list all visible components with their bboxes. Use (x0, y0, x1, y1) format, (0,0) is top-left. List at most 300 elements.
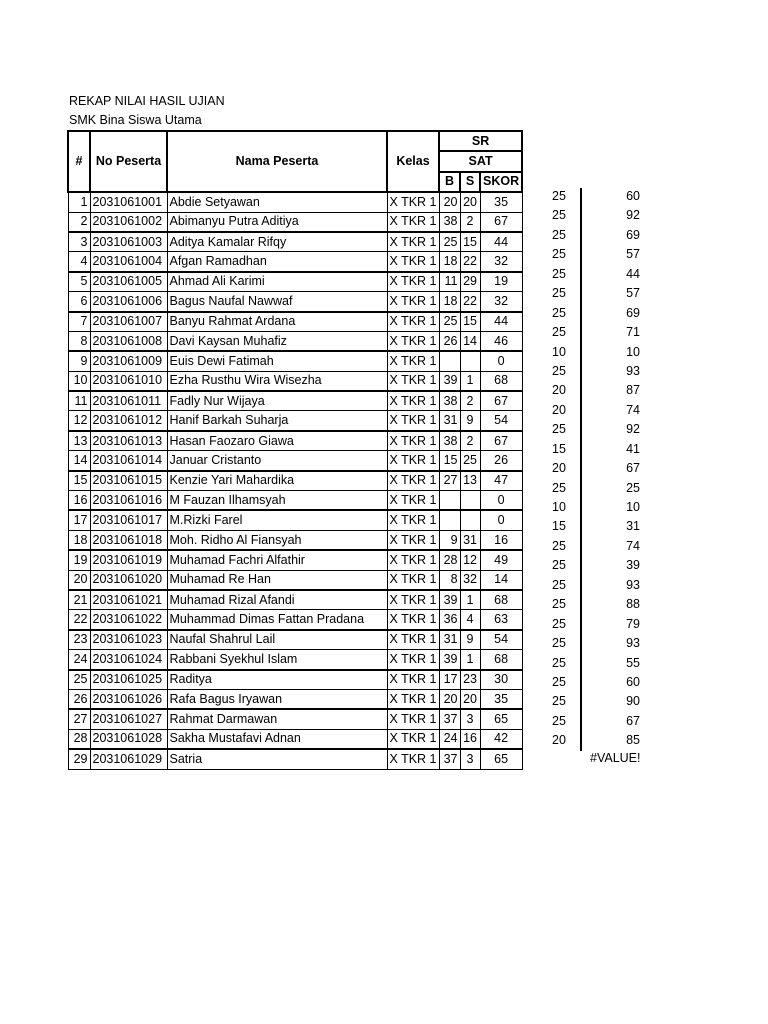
skor-cell: 16 (480, 530, 522, 550)
score-table-body (68, 192, 522, 769)
class-cell: X TKR 1 (387, 630, 439, 650)
row-number: 12 (68, 411, 90, 431)
b-cell (439, 510, 460, 530)
header-b: B (439, 172, 460, 192)
side-row (520, 343, 645, 362)
side-row (520, 673, 645, 692)
s-cell: 15 (460, 232, 480, 252)
participant-id: 2031061017 (90, 510, 167, 530)
participant-name: Euis Dewi Fatimah (167, 351, 387, 371)
participant-name: M.Rizki Farel (167, 510, 387, 530)
skor-cell: 26 (480, 451, 522, 471)
table-row (68, 491, 522, 511)
table-row (68, 451, 522, 471)
class-cell: X TKR 1 (387, 292, 439, 312)
row-number: 16 (68, 491, 90, 511)
row-number: 24 (68, 650, 90, 670)
side-row (520, 459, 645, 478)
s-cell: 2 (460, 431, 480, 451)
class-cell: X TKR 1 (387, 431, 439, 451)
class-cell: X TKR 1 (387, 232, 439, 252)
participant-name: Hasan Faozaro Giawa (167, 431, 387, 451)
side-value-b: 60 (626, 189, 640, 203)
participant-name: Rafa Bagus Iryawan (167, 689, 387, 709)
participant-name: Raditya (167, 670, 387, 690)
class-cell: X TKR 1 (387, 451, 439, 471)
participant-id: 2031061006 (90, 292, 167, 312)
s-cell: 22 (460, 292, 480, 312)
side-row (520, 537, 645, 556)
table-row (68, 610, 522, 630)
participant-id: 2031061011 (90, 391, 167, 411)
s-cell: 20 (460, 192, 480, 212)
skor-cell: 0 (480, 491, 522, 511)
side-row (520, 634, 645, 653)
b-cell: 11 (439, 272, 460, 292)
side-value-a: 20 (552, 461, 566, 476)
s-cell: 2 (460, 212, 480, 232)
skor-cell: 19 (480, 272, 522, 292)
side-row (520, 556, 645, 575)
side-row (520, 245, 645, 264)
side-value-a: 25 (552, 616, 566, 631)
participant-name: Januar Cristanto (167, 451, 387, 471)
side-value-b: 85 (626, 733, 640, 748)
skor-cell: 30 (480, 670, 522, 690)
s-cell: 2 (460, 391, 480, 411)
participant-name: Sakha Mustafavi Adnan (167, 729, 387, 749)
b-cell: 18 (439, 252, 460, 272)
participant-id: 2031061016 (90, 491, 167, 511)
class-cell: X TKR 1 (387, 530, 439, 550)
participant-id: 2031061019 (90, 550, 167, 570)
participant-name: Rahmat Darmawan (167, 709, 387, 729)
side-value-b: 92 (626, 422, 640, 437)
s-cell: 13 (460, 471, 480, 491)
side-value-a: 25 (552, 422, 566, 437)
participant-name: Afgan Ramadhan (167, 252, 387, 272)
b-cell: 18 (439, 292, 460, 312)
b-cell: 8 (439, 570, 460, 590)
side-value-a: 25 (552, 674, 566, 689)
class-cell: X TKR 1 (387, 351, 439, 371)
side-value-a: 25 (552, 577, 566, 592)
participant-name: Bagus Naufal Nawwaf (167, 292, 387, 312)
skor-cell: 68 (480, 650, 522, 670)
row-number: 7 (68, 312, 90, 332)
side-row (520, 401, 645, 420)
skor-cell: 63 (480, 610, 522, 630)
side-value-a: 25 (552, 266, 566, 281)
row-number: 28 (68, 729, 90, 749)
side-value-a: 25 (552, 655, 566, 670)
table-row (68, 411, 522, 431)
row-number: 14 (68, 451, 90, 471)
side-value-b: 60 (626, 674, 640, 689)
side-value-b: 41 (626, 441, 640, 456)
side-value-a: 25 (552, 694, 566, 709)
s-cell: 9 (460, 630, 480, 650)
side-value-b: 57 (626, 247, 640, 262)
participant-id: 2031061025 (90, 670, 167, 690)
s-cell: 1 (460, 371, 480, 391)
side-row (520, 265, 645, 284)
error-cell: #VALUE! (590, 751, 641, 765)
skor-cell: 35 (480, 192, 522, 212)
side-value-b: 90 (626, 694, 640, 709)
skor-cell: 44 (480, 312, 522, 332)
side-value-b: 67 (626, 713, 640, 728)
side-value-a: 20 (552, 383, 566, 398)
report-title: REKAP NILAI HASIL UJIAN (69, 94, 225, 108)
side-value-b: 74 (626, 538, 640, 553)
skor-cell: 68 (480, 371, 522, 391)
class-cell: X TKR 1 (387, 670, 439, 690)
b-cell: 27 (439, 471, 460, 491)
class-cell: X TKR 1 (387, 510, 439, 530)
side-value-a: 25 (552, 286, 566, 301)
skor-cell: 65 (480, 749, 522, 769)
side-row (520, 576, 645, 595)
side-value-b: 55 (626, 655, 640, 670)
side-row (520, 381, 645, 400)
participant-id: 2031061008 (90, 331, 167, 351)
side-value-a: 25 (552, 713, 566, 728)
side-value-a: 25 (552, 227, 566, 242)
participant-name: Abimanyu Putra Aditiya (167, 212, 387, 232)
s-cell: 16 (460, 729, 480, 749)
s-cell: 4 (460, 610, 480, 630)
s-cell: 15 (460, 312, 480, 332)
participant-id: 2031061007 (90, 312, 167, 332)
s-cell: 1 (460, 650, 480, 670)
s-cell: 25 (460, 451, 480, 471)
side-value-b: 31 (626, 519, 640, 534)
side-value-b: 67 (626, 461, 640, 476)
side-value-a: 25 (552, 363, 566, 378)
side-value-a: 10 (552, 500, 566, 514)
table-row (68, 650, 522, 670)
side-row (520, 517, 645, 536)
row-number: 8 (68, 331, 90, 351)
side-value-b: 88 (626, 597, 640, 612)
side-value-a: 25 (552, 189, 566, 203)
side-value-b: 87 (626, 383, 640, 398)
skor-cell: 68 (480, 590, 522, 610)
skor-cell: 47 (480, 471, 522, 491)
side-value-a: 25 (552, 597, 566, 612)
s-cell (460, 491, 480, 511)
score-table (67, 130, 523, 770)
s-cell: 12 (460, 550, 480, 570)
class-cell: X TKR 1 (387, 252, 439, 272)
b-cell: 9 (439, 530, 460, 550)
table-row (68, 272, 522, 292)
row-number: 15 (68, 471, 90, 491)
row-number: 19 (68, 550, 90, 570)
participant-id: 2031061020 (90, 570, 167, 590)
participant-id: 2031061015 (90, 471, 167, 491)
participant-name: Hanif Barkah Suharja (167, 411, 387, 431)
header-number: # (68, 131, 90, 192)
skor-cell: 14 (480, 570, 522, 590)
table-row (68, 471, 522, 491)
table-row (68, 729, 522, 749)
participant-id: 2031061001 (90, 192, 167, 212)
side-value-a: 25 (552, 558, 566, 573)
participant-name: Muhamad Rizal Afandi (167, 590, 387, 610)
skor-cell: 35 (480, 689, 522, 709)
side-value-b: 93 (626, 636, 640, 651)
side-value-a: 25 (552, 636, 566, 651)
table-row (68, 530, 522, 550)
side-value-a: 25 (552, 480, 566, 495)
class-cell: X TKR 1 (387, 650, 439, 670)
class-cell: X TKR 1 (387, 391, 439, 411)
side-value-a: 15 (552, 519, 566, 534)
side-row (520, 731, 645, 750)
participant-name: Muhammad Dimas Fattan Pradana (167, 610, 387, 630)
header-participant-name: Nama Peserta (167, 131, 387, 192)
table-row (68, 192, 522, 212)
b-cell: 37 (439, 749, 460, 769)
row-number: 20 (68, 570, 90, 590)
class-cell: X TKR 1 (387, 371, 439, 391)
participant-name: Ahmad Ali Karimi (167, 272, 387, 292)
participant-id: 2031061027 (90, 709, 167, 729)
b-cell: 28 (439, 550, 460, 570)
class-cell: X TKR 1 (387, 610, 439, 630)
s-cell: 3 (460, 749, 480, 769)
table-row (68, 630, 522, 650)
row-number: 23 (68, 630, 90, 650)
class-cell: X TKR 1 (387, 471, 439, 491)
table-row (68, 292, 522, 312)
skor-cell: 0 (480, 351, 522, 371)
skor-cell: 42 (480, 729, 522, 749)
skor-cell: 67 (480, 391, 522, 411)
row-number: 29 (68, 749, 90, 769)
table-row (68, 232, 522, 252)
participant-id: 2031061021 (90, 590, 167, 610)
class-cell: X TKR 1 (387, 312, 439, 332)
side-row (520, 692, 645, 711)
table-row (68, 709, 522, 729)
header-participant-id: No Peserta (90, 131, 167, 192)
side-value-a: 25 (552, 247, 566, 262)
skor-cell: 65 (480, 709, 522, 729)
row-number: 22 (68, 610, 90, 630)
side-value-b: 74 (626, 402, 640, 417)
participant-id: 2031061023 (90, 630, 167, 650)
header-class: Kelas (387, 131, 439, 192)
row-number: 13 (68, 431, 90, 451)
participant-name: Rabbani Syekhul Islam (167, 650, 387, 670)
b-cell: 39 (439, 590, 460, 610)
side-value-b: 93 (626, 363, 640, 378)
side-value-a: 25 (552, 325, 566, 340)
row-number: 11 (68, 391, 90, 411)
class-cell: X TKR 1 (387, 570, 439, 590)
skor-cell: 67 (480, 212, 522, 232)
b-cell: 25 (439, 232, 460, 252)
row-number: 1 (68, 192, 90, 212)
side-row (520, 440, 645, 459)
s-cell: 14 (460, 331, 480, 351)
class-cell: X TKR 1 (387, 411, 439, 431)
class-cell: X TKR 1 (387, 272, 439, 292)
side-row (520, 226, 645, 245)
table-row (68, 371, 522, 391)
side-row (520, 654, 645, 673)
s-cell: 29 (460, 272, 480, 292)
side-value-b: 92 (626, 208, 640, 223)
skor-cell: 46 (480, 331, 522, 351)
participant-id: 2031061010 (90, 371, 167, 391)
side-row (520, 498, 645, 517)
side-row (520, 284, 645, 303)
class-cell: X TKR 1 (387, 550, 439, 570)
participant-name: Fadly Nur Wijaya (167, 391, 387, 411)
participant-id: 2031061004 (90, 252, 167, 272)
b-cell: 36 (439, 610, 460, 630)
side-row (520, 420, 645, 439)
skor-cell: 32 (480, 252, 522, 272)
class-cell: X TKR 1 (387, 331, 439, 351)
b-cell: 38 (439, 431, 460, 451)
side-value-a: 15 (552, 441, 566, 456)
table-row (68, 391, 522, 411)
participant-name: Kenzie Yari Mahardika (167, 471, 387, 491)
participant-id: 2031061028 (90, 729, 167, 749)
side-value-b: 79 (626, 616, 640, 631)
side-value-a: 25 (552, 538, 566, 553)
skor-cell: 44 (480, 232, 522, 252)
row-number: 9 (68, 351, 90, 371)
row-number: 2 (68, 212, 90, 232)
participant-id: 2031061003 (90, 232, 167, 252)
side-value-a: 20 (552, 733, 566, 748)
participant-name: Muhamad Re Han (167, 570, 387, 590)
b-cell (439, 491, 460, 511)
header-group-sr: SR (439, 131, 522, 151)
side-row (520, 362, 645, 381)
participant-id: 2031061014 (90, 451, 167, 471)
table-row (68, 590, 522, 610)
side-value-a: 20 (552, 402, 566, 417)
side-value-b: 44 (626, 266, 640, 281)
table-row (68, 749, 522, 769)
side-row (520, 323, 645, 342)
b-cell: 26 (439, 331, 460, 351)
row-number: 21 (68, 590, 90, 610)
side-row (520, 479, 645, 498)
participant-id: 2031061012 (90, 411, 167, 431)
participant-name: Davi Kaysan Muhafiz (167, 331, 387, 351)
b-cell: 25 (439, 312, 460, 332)
table-row (68, 252, 522, 272)
row-number: 26 (68, 689, 90, 709)
participant-id: 2031061009 (90, 351, 167, 371)
skor-cell: 54 (480, 630, 522, 650)
skor-cell: 0 (480, 510, 522, 530)
class-cell: X TKR 1 (387, 749, 439, 769)
s-cell (460, 351, 480, 371)
side-values-column (520, 187, 645, 751)
row-number: 10 (68, 371, 90, 391)
participant-name: Naufal Shahrul Lail (167, 630, 387, 650)
participant-name: Muhamad Fachri Alfathir (167, 550, 387, 570)
side-row (520, 206, 645, 225)
side-value-a: 25 (552, 305, 566, 320)
side-row (520, 595, 645, 614)
side-value-b: 93 (626, 577, 640, 592)
participant-name: Satria (167, 749, 387, 769)
header-skor: SKOR (480, 172, 522, 192)
side-value-b: 10 (626, 500, 640, 514)
participant-name: Aditya Kamalar Rifqy (167, 232, 387, 252)
table-row (68, 312, 522, 332)
s-cell (460, 510, 480, 530)
row-number: 27 (68, 709, 90, 729)
side-row (520, 615, 645, 634)
skor-cell: 49 (480, 550, 522, 570)
class-cell: X TKR 1 (387, 192, 439, 212)
side-value-b: 10 (626, 344, 640, 359)
participant-name: Banyu Rahmat Ardana (167, 312, 387, 332)
side-value-a: 10 (552, 344, 566, 359)
participant-id: 2031061026 (90, 689, 167, 709)
participant-name: Moh. Ridho Al Fiansyah (167, 530, 387, 550)
row-number: 6 (68, 292, 90, 312)
table-row (68, 689, 522, 709)
participant-id: 2031061018 (90, 530, 167, 550)
row-number: 18 (68, 530, 90, 550)
s-cell: 32 (460, 570, 480, 590)
b-cell: 24 (439, 729, 460, 749)
participant-id: 2031061005 (90, 272, 167, 292)
row-number: 4 (68, 252, 90, 272)
class-cell: X TKR 1 (387, 709, 439, 729)
table-row (68, 212, 522, 232)
side-value-a: 25 (552, 208, 566, 223)
participant-id: 2031061013 (90, 431, 167, 451)
class-cell: X TKR 1 (387, 590, 439, 610)
side-value-b: 69 (626, 305, 640, 320)
class-cell: X TKR 1 (387, 212, 439, 232)
s-cell: 3 (460, 709, 480, 729)
b-cell: 38 (439, 212, 460, 232)
table-row (68, 351, 522, 371)
b-cell: 20 (439, 689, 460, 709)
class-cell: X TKR 1 (387, 689, 439, 709)
table-row (68, 510, 522, 530)
b-cell: 39 (439, 371, 460, 391)
table-row (68, 570, 522, 590)
s-cell: 20 (460, 689, 480, 709)
s-cell: 22 (460, 252, 480, 272)
b-cell: 31 (439, 630, 460, 650)
participant-id: 2031061022 (90, 610, 167, 630)
skor-cell: 54 (480, 411, 522, 431)
skor-cell: 67 (480, 431, 522, 451)
side-row (520, 712, 645, 731)
participant-name: Ezha Rusthu Wira Wisezha (167, 371, 387, 391)
s-cell: 23 (460, 670, 480, 690)
row-number: 17 (68, 510, 90, 530)
side-value-b: 69 (626, 227, 640, 242)
b-cell: 31 (439, 411, 460, 431)
